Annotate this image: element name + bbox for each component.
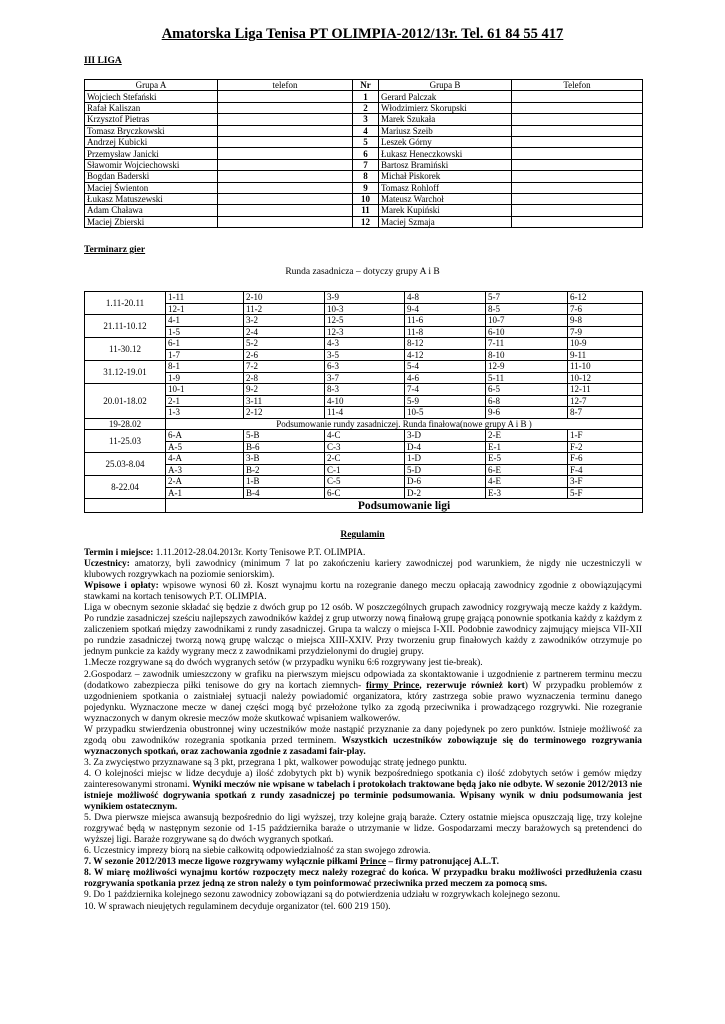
match-pairing: 2-12 [244, 407, 325, 419]
rule-4: 4. O kolejności miejsc w lidze decyduje a) ilość zdobytych pkt b) wynik bezpośredniego spotkania c) ilość zdobytych setów i gemów między zainteresowanymi stronami. Wyniki meczów nie wpisane w tabelach i protokołach traktowane będą jako nie odbyte. W sezonie 2012/2013 nie istnieje możliwość dogrywania spotkań z rundy zasadniczej po terminie podsumowania. Wpisany wynik w dniu podsumowania jest wynikiem ostatecznym. [84, 768, 642, 813]
group-b-player: Łukasz Heneczkowski [379, 148, 512, 159]
match-pairing: 9-6 [486, 407, 568, 419]
players-row [85, 114, 643, 125]
match-pairing: 8-10 [486, 349, 568, 361]
match-pairing: 7-11 [486, 338, 568, 350]
match-pairing: 2-C [325, 453, 405, 465]
match-pairing: 5-F [568, 487, 643, 499]
group-a-phone [218, 114, 353, 125]
match-pairing: 3-5 [325, 349, 405, 361]
match-pairing: 10-9 [568, 338, 643, 350]
match-pairing: 11-8 [405, 326, 486, 338]
group-b-phone [512, 148, 643, 159]
round-dates: 8-22.04 [85, 476, 166, 499]
match-pairing: 7-9 [568, 326, 643, 338]
match-pairing: 4-3 [325, 338, 405, 350]
document-title: Amatorska Liga Tenisa PT OLIMPIA-2012/13r. Tel. 61 84 55 417 [161, 26, 564, 42]
group-b-player: Maciej Szmaja [379, 216, 512, 227]
schedule-row [85, 487, 643, 499]
match-pairing: 9-11 [568, 349, 643, 361]
match-pairing: 4-12 [405, 349, 486, 361]
final-empty-cell [85, 499, 166, 513]
match-pairing: D-6 [405, 476, 486, 488]
rule-participants: Uczestnicy: amatorzy, byli zawodnicy (minimum 7 lat po zakończeniu kariery zawodniczej pod warunkiem, że nigdy nie uczestniczyli w klubowych rozgrywkach na poziomie seniorskim). [84, 559, 642, 581]
match-pairing: 7-4 [405, 384, 486, 396]
group-a-player: Krzysztof Pietras [85, 114, 218, 125]
schedule-row [85, 441, 643, 453]
schedule-row [85, 315, 643, 327]
summary-date: 19-28.02 [85, 418, 166, 430]
rule-8: 8. W miarę możliwości wynajmu kortów rozpoczęty mecz należy rozegrać do końca. W przypadku braku możliwości przedłużenia czasu rozgrywania spotkania przez jedną ze stron należy o tym poinformować przeciwnika przed meczem za pomocą sms. [84, 868, 642, 890]
players-row [85, 216, 643, 227]
players-row [85, 182, 643, 193]
rule-2-continued: W przypadku stwierdzenia obustronnej winy uczestników może nastąpić przyznanie za dany pojedynek po zero punktów. Istnieje możliwość za zgodą obu zawodników rozegrania spotkania przed terminem. Wszystkich uczestników zobowiązuje się do terminowego rozgrywania wyznaczonych spotkań, oraz zachowania zgodnie z zasadami fair-play. [84, 724, 642, 757]
match-pairing: E-1 [486, 441, 568, 453]
match-pairing: 3-9 [325, 292, 405, 304]
match-pairing: 6-A [166, 430, 244, 442]
match-pairing: 10-5 [405, 407, 486, 419]
match-pairing: F-4 [568, 464, 643, 476]
group-b-player: Mariusz Szeib [379, 125, 512, 136]
match-pairing: 10-1 [166, 384, 244, 396]
round-dates: 25.03-8.04 [85, 453, 166, 476]
rule-league-format: Liga w obecnym sezonie składać się będzie z dwóch grup po 12 osób. W poszczególnych grupach zawodnicy rozgrywają mecze każdy z każdym. Po rundzie zasadniczej sześciu najlepszych zawodników każdej z grup utworzy nową finałową grupę grającą ponownie spotkania każdy z każdym z zaliczeniem spotkań między zawodnikami z rundy zasadniczej. Grupa ta walczy o miejsca I-XII. Podobnie zawodnicy zajmujący miejsca VII-XII po rundzie zasadniczej tworzą nową grupę walcząc o miejsca XIII-XXIV. Przy tworzeniu grup finałowych każdy z zawodników otrzymuje po jednym punkcie za każdy wygrany mecz z zawodnikami przydzielonymi do drugiej grupy. [84, 603, 642, 658]
group-a-phone [218, 205, 353, 216]
group-b-phone [512, 171, 643, 182]
players-row [85, 91, 643, 102]
match-pairing: 2-4 [244, 326, 325, 338]
group-b-phone [512, 182, 643, 193]
match-pairing: D-4 [405, 441, 486, 453]
match-pairing: 2-6 [244, 349, 325, 361]
schedule-row [85, 464, 643, 476]
match-pairing: 7-6 [568, 303, 643, 315]
match-pairing: 11-6 [405, 315, 486, 327]
round-dates: 21.11-10.12 [85, 315, 166, 338]
group-b-phone [512, 125, 643, 136]
schedule-row [85, 292, 643, 304]
players-row [85, 205, 643, 216]
match-pairing: 8-5 [486, 303, 568, 315]
group-b-phone [512, 91, 643, 102]
match-pairing: 12-3 [325, 326, 405, 338]
players-row [85, 171, 643, 182]
player-number: 3 [353, 114, 379, 125]
match-pairing: E-3 [486, 487, 568, 499]
match-pairing: 4-A [166, 453, 244, 465]
match-pairing: 12-5 [325, 315, 405, 327]
player-number: 7 [353, 159, 379, 170]
match-pairing: 10-7 [486, 315, 568, 327]
match-pairing: 8-12 [405, 338, 486, 350]
match-pairing: 1-11 [166, 292, 244, 304]
players-header-cell: telefon [218, 80, 353, 91]
players-row [85, 148, 643, 159]
match-pairing: 6-10 [486, 326, 568, 338]
match-pairing: D-2 [405, 487, 486, 499]
regulations-text [84, 548, 642, 913]
players-header-row [85, 80, 643, 91]
rule-dates: Termin i miejsce: 1.11.2012-28.04.2013r. Korty Tenisowe P.T. OLIMPIA. [84, 548, 366, 558]
group-a-phone [218, 216, 353, 227]
group-a-phone [218, 182, 353, 193]
match-pairing: 3-7 [325, 372, 405, 384]
group-a-phone [218, 193, 353, 204]
group-b-player: Mateusz Warchoł [379, 193, 512, 204]
match-pairing: 2-A [166, 476, 244, 488]
regulations-heading: Regulamin [340, 530, 385, 540]
match-pairing: 6-E [486, 464, 568, 476]
group-a-player: Bogdan Baderski [85, 171, 218, 182]
round-dates: 1.11-20.11 [85, 292, 166, 315]
group-b-player: Leszek Górny [379, 136, 512, 147]
match-pairing: 4-E [486, 476, 568, 488]
match-pairing: 3-11 [244, 395, 325, 407]
schedule-row [85, 407, 643, 419]
round-dates: 31.12-19.01 [85, 361, 166, 384]
match-pairing: 1-9 [166, 372, 244, 384]
schedule-row [85, 338, 643, 350]
group-b-phone [512, 193, 643, 204]
match-pairing: 5-2 [244, 338, 325, 350]
players-row [85, 159, 643, 170]
match-pairing: C-5 [325, 476, 405, 488]
rule-10: 10. W sprawach nieujętych regulaminem decyduje organizator (tel. 600 219 150). [84, 901, 391, 912]
schedule-row [85, 430, 643, 442]
match-pairing: 12-11 [568, 384, 643, 396]
player-number: 5 [353, 136, 379, 147]
match-pairing: 1-F [568, 430, 643, 442]
players-header-cell: Telefon [512, 80, 643, 91]
players-table-body [85, 80, 643, 228]
match-pairing: 12-9 [486, 361, 568, 373]
match-pairing: 10-12 [568, 372, 643, 384]
group-b-phone [512, 205, 643, 216]
player-number: 2 [353, 102, 379, 113]
round-dates: 20.01-18.02 [85, 384, 166, 419]
match-pairing: C-1 [325, 464, 405, 476]
group-a-phone [218, 159, 353, 170]
rule-5: 5. Dwa pierwsze miejsca awansują bezpośrednio do ligi wyższej, trzy kolejne grają baraże. Cztery ostatnie miejsca opuszczają ligę, trzy kolejne rozgrywać będą w następnym sezonie od 1-15 października baraże o utrzymanie w lidze. Gospodarzami meczy barażowych są pretendenci do wyższej ligi. Baraże rozgrywane są do dwóch wygranych spotkań. [84, 813, 642, 846]
player-number: 9 [353, 182, 379, 193]
players-header-cell: Nr [353, 80, 379, 91]
match-pairing: 8-7 [568, 407, 643, 419]
match-pairing: 11-10 [568, 361, 643, 373]
match-pairing: 4-1 [166, 315, 244, 327]
group-b-player: Marek Kupiński [379, 205, 512, 216]
rule-9: 9. Do 1 października kolejnego sezonu zawodnicy zobowiązani są do potwierdzenia udziału w rozgrywkach kolejnego sezonu. [84, 890, 561, 901]
match-pairing: 5-11 [486, 372, 568, 384]
schedule-table [84, 291, 643, 513]
rule-7: 7. W sezonie 2012/2013 mecze ligowe rozgrywamy wyłącznie piłkami Prince – firmy patronującej A.L.T. [84, 857, 499, 868]
match-pairing: 5-B [244, 430, 325, 442]
group-b-player: Michał Piskorek [379, 171, 512, 182]
group-a-phone [218, 148, 353, 159]
schedule-subtitle: Runda zasadnicza – dotyczy grupy A i B [285, 267, 440, 277]
match-pairing: 2-10 [244, 292, 325, 304]
round-dates: 11-30.12 [85, 338, 166, 361]
match-pairing: 6-1 [166, 338, 244, 350]
match-pairing: E-5 [486, 453, 568, 465]
group-a-player: Maciej Zbierski [85, 216, 218, 227]
summary-row [85, 418, 643, 430]
group-b-player: Gerard Palczak [379, 91, 512, 102]
match-pairing: A-5 [166, 441, 244, 453]
group-b-phone [512, 159, 643, 170]
group-a-player: Sławomir Wojciechowski [85, 159, 218, 170]
match-pairing: 3-2 [244, 315, 325, 327]
match-pairing: 6-8 [486, 395, 568, 407]
schedule-row [85, 326, 643, 338]
match-pairing: 9-8 [568, 315, 643, 327]
match-pairing: 4-8 [405, 292, 486, 304]
match-pairing: 9-4 [405, 303, 486, 315]
match-pairing: B-2 [244, 464, 325, 476]
group-a-phone [218, 125, 353, 136]
match-pairing: 3-F [568, 476, 643, 488]
player-number: 10 [353, 193, 379, 204]
match-pairing: 4-C [325, 430, 405, 442]
match-pairing: 9-2 [244, 384, 325, 396]
schedule-table-body [85, 292, 643, 513]
group-a-player: Przemysław Janicki [85, 148, 218, 159]
match-pairing: 3-D [405, 430, 486, 442]
match-pairing: C-3 [325, 441, 405, 453]
player-number: 8 [353, 171, 379, 182]
match-pairing: 1-D [405, 453, 486, 465]
group-a-player: Wojciech Stefański [85, 91, 218, 102]
schedule-heading: Terminarz gier [84, 245, 146, 255]
match-pairing: A-3 [166, 464, 244, 476]
match-pairing: 11-4 [325, 407, 405, 419]
group-a-phone [218, 102, 353, 113]
group-b-phone [512, 136, 643, 147]
match-pairing: 6-C [325, 487, 405, 499]
match-pairing: 5-7 [486, 292, 568, 304]
group-b-phone [512, 102, 643, 113]
players-row [85, 136, 643, 147]
group-b-player: Bartosz Bramiński [379, 159, 512, 170]
group-b-phone [512, 216, 643, 227]
group-a-player: Adam Chaława [85, 205, 218, 216]
league-heading: III LIGA [84, 56, 122, 66]
match-pairing: 4-6 [405, 372, 486, 384]
match-pairing: 1-7 [166, 349, 244, 361]
player-number: 1 [353, 91, 379, 102]
group-b-player: Tomasz Rohloff [379, 182, 512, 193]
rule-2: 2.Gospodarz – zawodnik umieszczony w grafiku na pierwszym miejscu odpowiada za skontaktowanie i uzgodnienie z partnerem terminu meczu (dodatkowo zabezpiecza piłki tenisowe do gry na kortach ziemnych- firmy Prince, rezerwuje również kort) W przypadku problemów z uzgodnieniem spotkania o zaistniałej sytuacji należy powiadomić organizatora, który zastrzega sobie prawo wyznaczenia terminu danego pojedynku. Wyznaczone mecze w danej części mogą być przełożone tylko za zgodą przeciwnika i prowadzącego rozgrywki. Nie rozegranie wyznaczonych w danym okresie meczów może skutkować wpisaniem walkowerów. [84, 669, 642, 724]
match-pairing: 4-10 [325, 395, 405, 407]
match-pairing: 2-E [486, 430, 568, 442]
match-pairing: 6-5 [486, 384, 568, 396]
match-pairing: 5-9 [405, 395, 486, 407]
group-a-player: Rafał Kaliszan [85, 102, 218, 113]
players-row [85, 125, 643, 136]
schedule-row [85, 361, 643, 373]
match-pairing: 1-3 [166, 407, 244, 419]
match-pairing: 10-3 [325, 303, 405, 315]
schedule-row [85, 453, 643, 465]
match-pairing: 11-2 [244, 303, 325, 315]
players-row [85, 193, 643, 204]
match-pairing: 8-1 [166, 361, 244, 373]
player-number: 12 [353, 216, 379, 227]
match-pairing: 8-3 [325, 384, 405, 396]
group-a-player: Andrzej Kubicki [85, 136, 218, 147]
player-number: 4 [353, 125, 379, 136]
rule-fees: Wpisowe i opłaty: wpisowe wynosi 60 zł. Koszt wynajmu kortu na rozegranie danego meczu opłacają zawodnicy zgodnie z obowiązującymi stawkami na kortach tenisowych P.T. OLIMPIA. [84, 581, 642, 603]
rule-3: 3. Za zwycięstwo przyznawane są 3 pkt, przegrana 1 pkt, walkower powodując stratę jednego punktu. [84, 757, 467, 768]
players-row [85, 102, 643, 113]
match-pairing: F-6 [568, 453, 643, 465]
group-a-phone [218, 171, 353, 182]
players-header-cell: Grupa B [379, 80, 512, 91]
match-pairing: 1-B [244, 476, 325, 488]
schedule-row [85, 349, 643, 361]
group-b-player: Włodzimierz Skorupski [379, 102, 512, 113]
match-pairing: 12-1 [166, 303, 244, 315]
schedule-row [85, 384, 643, 396]
player-number: 11 [353, 205, 379, 216]
match-pairing: 12-7 [568, 395, 643, 407]
rule-6: 6. Uczestnicy imprezy biorą na siebie całkowitą odpowiedzialność za stan swojego zdrowia. [84, 846, 431, 857]
group-a-phone [218, 91, 353, 102]
summary-text: Podsumowanie rundy zasadniczej. Runda finałowa(nowe grupy A i B ) [166, 418, 643, 430]
league-summary-label: Podsumowanie ligi [166, 499, 643, 513]
group-a-player: Maciej Świenton [85, 182, 218, 193]
group-b-phone [512, 114, 643, 125]
schedule-row [85, 476, 643, 488]
match-pairing: 5-D [405, 464, 486, 476]
group-a-phone [218, 136, 353, 147]
round-dates: 11-25.03 [85, 430, 166, 453]
group-a-player: Łukasz Matuszewski [85, 193, 218, 204]
rule-1: 1.Mecze rozgrywane są do dwóch wygranych setów (w przypadku wyniku 6:6 rozgrywany jest tie-break). [84, 658, 483, 669]
group-a-player: Tomasz Bryczkowski [85, 125, 218, 136]
match-pairing: 3-B [244, 453, 325, 465]
match-pairing: 1-5 [166, 326, 244, 338]
match-pairing: A-1 [166, 487, 244, 499]
match-pairing: 6-12 [568, 292, 643, 304]
match-pairing: 2-1 [166, 395, 244, 407]
players-header-cell: Grupa A [85, 80, 218, 91]
schedule-row [85, 372, 643, 384]
match-pairing: B-4 [244, 487, 325, 499]
match-pairing: 5-4 [405, 361, 486, 373]
players-table [84, 79, 643, 228]
group-b-player: Marek Szukała [379, 114, 512, 125]
final-row [85, 499, 643, 513]
match-pairing: F-2 [568, 441, 643, 453]
player-number: 6 [353, 148, 379, 159]
match-pairing: 6-3 [325, 361, 405, 373]
schedule-row [85, 395, 643, 407]
match-pairing: 7-2 [244, 361, 325, 373]
match-pairing: B-6 [244, 441, 325, 453]
match-pairing: 2-8 [244, 372, 325, 384]
schedule-row [85, 303, 643, 315]
